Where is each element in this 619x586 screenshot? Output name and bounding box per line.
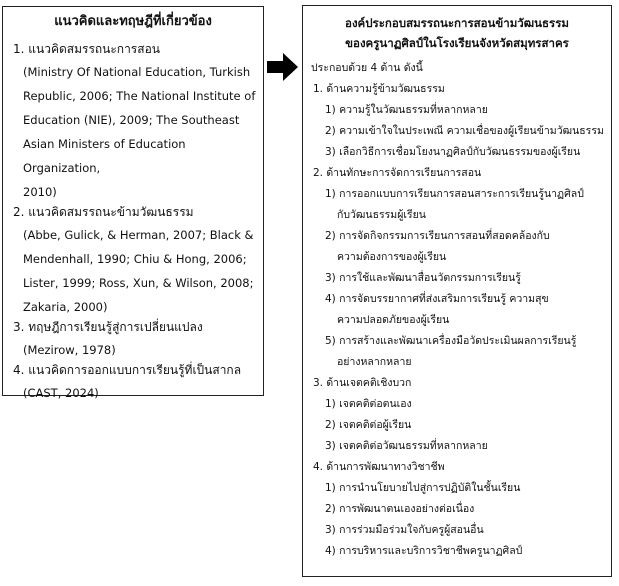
competency-item: 1) ความรู้ในวัฒนธรรมที่หลากหลาย bbox=[325, 104, 488, 116]
theory-reference: (CAST, 2024) bbox=[23, 386, 99, 400]
theory-reference: Republic, 2006; The National Institute of bbox=[23, 89, 256, 103]
theories-title: แนวคิดและทฤษฎีที่เกี่ยวข้อง bbox=[54, 14, 212, 29]
competency-item: 2) การพัฒนาตนเองอย่างต่อเนื่อง bbox=[325, 503, 475, 515]
theory-reference: Zakaria, 2000) bbox=[23, 300, 108, 314]
competency-item: 1) เจตคติต่อตนเอง bbox=[325, 398, 412, 410]
competency-item: 3) การใช้และพัฒนาสื่อนวัตกรรมการเรียนรู้ bbox=[325, 272, 521, 284]
competency-item-continuation: ความต้องการของผู้เรียน bbox=[337, 251, 447, 263]
competency-item-continuation: ความปลอดภัยของผู้เรียน bbox=[337, 314, 450, 326]
theory-heading: 4. แนวคิดการออกแบบการเรียนรู้ที่เป็นสากล bbox=[13, 363, 242, 377]
theory-reference: 2010) bbox=[23, 185, 57, 199]
theory-reference: Mendenhall, 1990; Chiu & Hong, 2006; bbox=[23, 252, 247, 266]
competency-item: 3) การร่วมมือร่วมใจกับครูผู้สอนอื่น bbox=[325, 524, 484, 536]
competency-section-heading: 1. ด้านความรู้ข้ามวัฒนธรรม bbox=[313, 83, 445, 95]
competency-box bbox=[302, 5, 612, 577]
competency-sections bbox=[311, 79, 607, 562]
competency-title-line-2: ของครูนาฏศิลป์ในโรงเรียนจังหวัดสมุทรสาคร bbox=[345, 36, 569, 50]
competency-item: 2) ความเข้าใจในประเพณี ความเชื่อของผู้เรียนข้ามวัฒนธรรม bbox=[325, 125, 604, 137]
competency-item: 2) การจัดกิจกรรมการเรียนการสอนที่สอดคล้องกับ bbox=[325, 230, 550, 242]
competency-item: 1) การนำนโยบายไปสู่การปฏิบัติในชั้นเรียน bbox=[325, 482, 521, 494]
competency-item-continuation: อย่างหลากหลาย bbox=[337, 356, 412, 368]
competency-item: 1) การออกแบบการเรียนการสอนสาระการเรียนรู้นาฏศิลป์ bbox=[325, 188, 584, 200]
competency-item: 3) เจตคติต่อวัฒนธรรมที่หลากหลาย bbox=[325, 440, 488, 452]
competency-section-heading: 2. ด้านทักษะการจัดการเรียนการสอน bbox=[313, 167, 482, 179]
theory-heading: 1. แนวคิดสมรรถนะการสอน bbox=[13, 42, 160, 56]
competency-title bbox=[303, 13, 611, 53]
competency-intro: ประกอบด้วย 4 ด้าน ดังนี้ bbox=[311, 62, 423, 74]
theories-list bbox=[13, 41, 257, 405]
theory-reference: Lister, 1999; Ross, Xun, & Wilson, 2008; bbox=[23, 276, 254, 290]
competency-item: 4) การบริหารและบริการวิชาชีพครูนาฏศิลป์ bbox=[325, 545, 523, 557]
theory-heading: 2. แนวคิดสมรรถนะข้ามวัฒนธรรม bbox=[13, 205, 194, 219]
theory-reference: Asian Ministers of Education Organization, bbox=[23, 137, 186, 175]
competency-section-heading: 4. ด้านการพัฒนาทางวิชาชีพ bbox=[313, 461, 445, 473]
competency-content bbox=[311, 58, 607, 562]
competency-item-continuation: กับวัฒนธรรมผู้เรียน bbox=[337, 209, 426, 221]
right-arrow-icon bbox=[267, 52, 299, 82]
theory-reference: Education (NIE), 2009; The Southeast bbox=[23, 113, 240, 127]
theory-reference: (Ministry Of National Education, Turkish bbox=[23, 65, 251, 79]
competency-item: 3) เลือกวิธีการเชื่อมโยงนาฏศิลป์กับวัฒนธรรมของผู้เรียน bbox=[325, 146, 581, 158]
theories-box bbox=[2, 6, 264, 400]
competency-item: 2) เจตคติต่อผู้เรียน bbox=[325, 419, 412, 431]
theory-heading: 3. ทฤษฎีการเรียนรู้สู่การเปลี่ยนแปลง bbox=[13, 320, 203, 334]
competency-item: 5) การสร้างและพัฒนาเครื่องมือวัดประเมินผลการเรียนรู้ bbox=[325, 335, 577, 347]
theory-reference: (Abbe, Gulick, & Herman, 2007; Black & bbox=[23, 228, 254, 242]
competency-section-heading: 3. ด้านเจตคติเชิงบวก bbox=[313, 377, 412, 389]
competency-item: 4) การจัดบรรยากาศที่ส่งเสริมการเรียนรู้ ความสุข bbox=[325, 293, 549, 305]
theory-reference: (Mezirow, 1978) bbox=[23, 343, 116, 357]
competency-title-line-1: องค์ประกอบสมรรถนะการสอนข้ามวัฒนธรรม bbox=[345, 16, 569, 30]
